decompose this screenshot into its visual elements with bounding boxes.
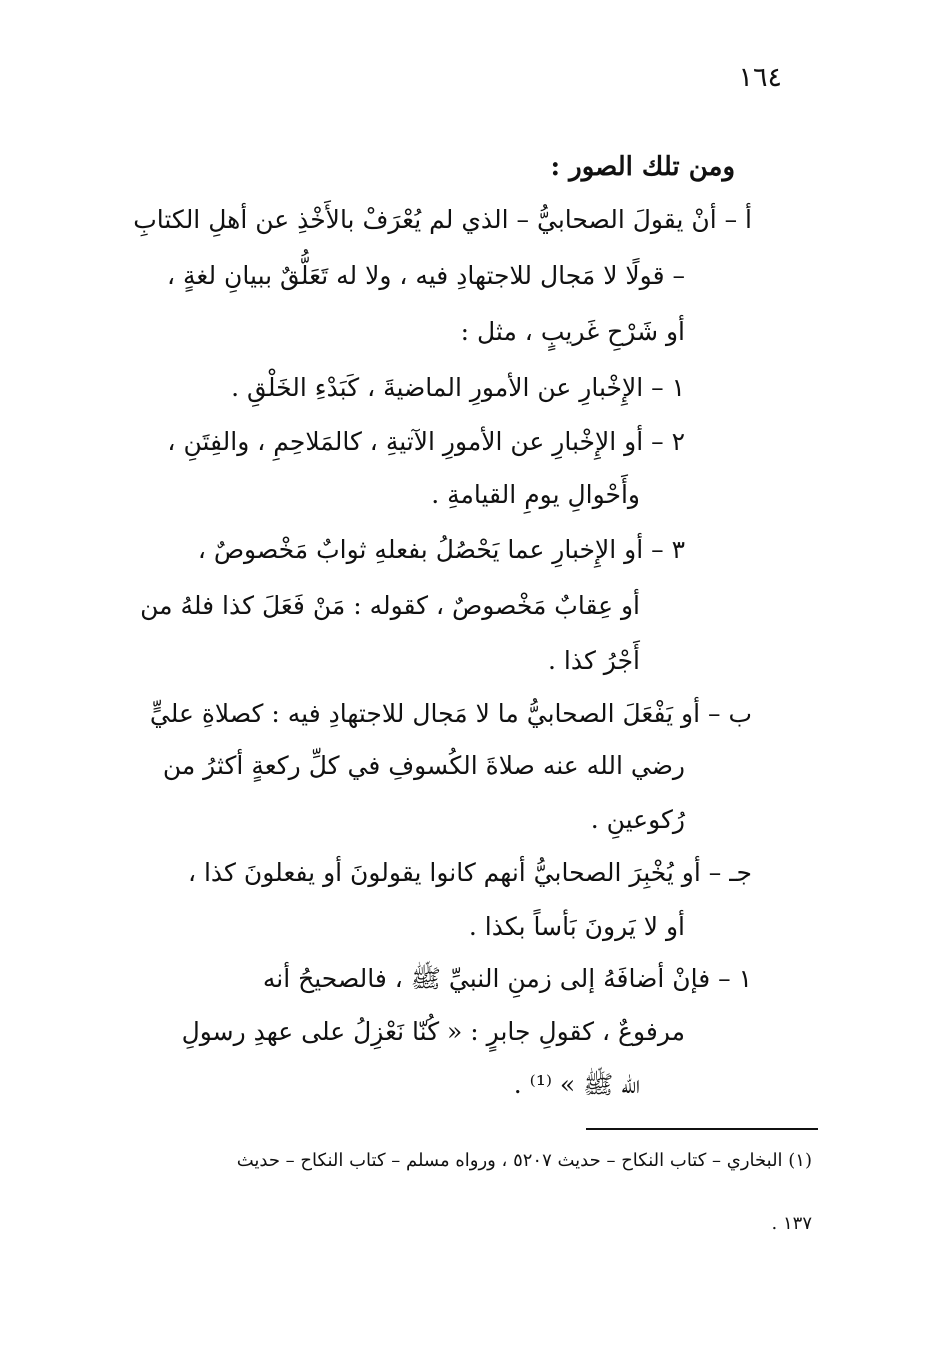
body-line: وأَحْوالِ يومِ القيامةِ . bbox=[431, 480, 640, 509]
page-number: ١٦٤ bbox=[738, 62, 782, 93]
section-heading: ومن تلك الصور : bbox=[550, 152, 735, 182]
body-line: رُكوعينِ . bbox=[590, 805, 685, 834]
footnote-separator bbox=[586, 1128, 818, 1130]
body-line: مرفوعٌ ، كقولِ جابرٍ : « كُنّا نَعْزِلُ على عهدِ رسولِ bbox=[181, 1017, 685, 1046]
body-line: أو عِقابٌ مَخْصوصٌ ، كقوله : مَنْ فَعَلَ كذا فلهُ من bbox=[140, 591, 640, 620]
body-line: – قولًا لا مَجال للاجتهادِ فيه ، ولا له تَعَلُّقٌ ببيانِ لغةٍ ، bbox=[167, 261, 685, 290]
body-line: الله ﷺ » ⁽¹⁾ . bbox=[513, 1070, 640, 1099]
footnote-line: (١) البخاري – كتاب النكاح – حديث ٥٢٠٧ ، ورواه مسلم – كتاب النكاح – حديث bbox=[236, 1150, 812, 1171]
body-line: ٣ – أو الإِخبارِ عما يَحْصُلُ بفعلهِ ثوابٌ مَخْصوصٌ ، bbox=[197, 535, 685, 564]
body-line: ب – أو يَفْعَلَ الصحابيُّ ما لا مَجال للاجتهادِ فيه : كصلاةِ عليٍّ bbox=[149, 699, 752, 728]
footnote-line: ١٣٧ . bbox=[771, 1213, 812, 1234]
body-line: ٢ – أو الإِخْبارِ عن الأمورِ الآتيةِ ، كالمَلاحِمِ ، والفِتَنِ ، bbox=[167, 427, 685, 456]
body-line: أو شَرْحِ غَريبٍ ، مثل : bbox=[460, 317, 685, 346]
body-line: جـ – أو يُخْبِرَ الصحابيُّ أنهم كانوا يقولونَ أو يفعلونَ كذا ، bbox=[187, 858, 752, 887]
body-line: ١ – فإنْ أضافَهُ إلى زمنِ النبيِّ ﷺ ، فالصحيحُ أنه bbox=[262, 964, 752, 993]
body-line: أو لا يَرونَ بَأساً بكذا . bbox=[468, 912, 685, 941]
body-line: أَجْرُ كذا . bbox=[547, 646, 640, 675]
body-line: ١ – الإِخْبارِ عن الأمورِ الماضيةَ ، كَبَدْءِ الخَلْقِ . bbox=[231, 373, 685, 402]
body-line: أ – أنْ يقولَ الصحابيُّ – الذي لم يُعْرَفْ بالأَخْذِ عن أهلِ الكتابِ bbox=[133, 205, 752, 234]
body-line: رضي الله عنه صلاةَ الكُسوفِ في كلِّ ركعةٍ أكثرُ من bbox=[162, 751, 685, 780]
